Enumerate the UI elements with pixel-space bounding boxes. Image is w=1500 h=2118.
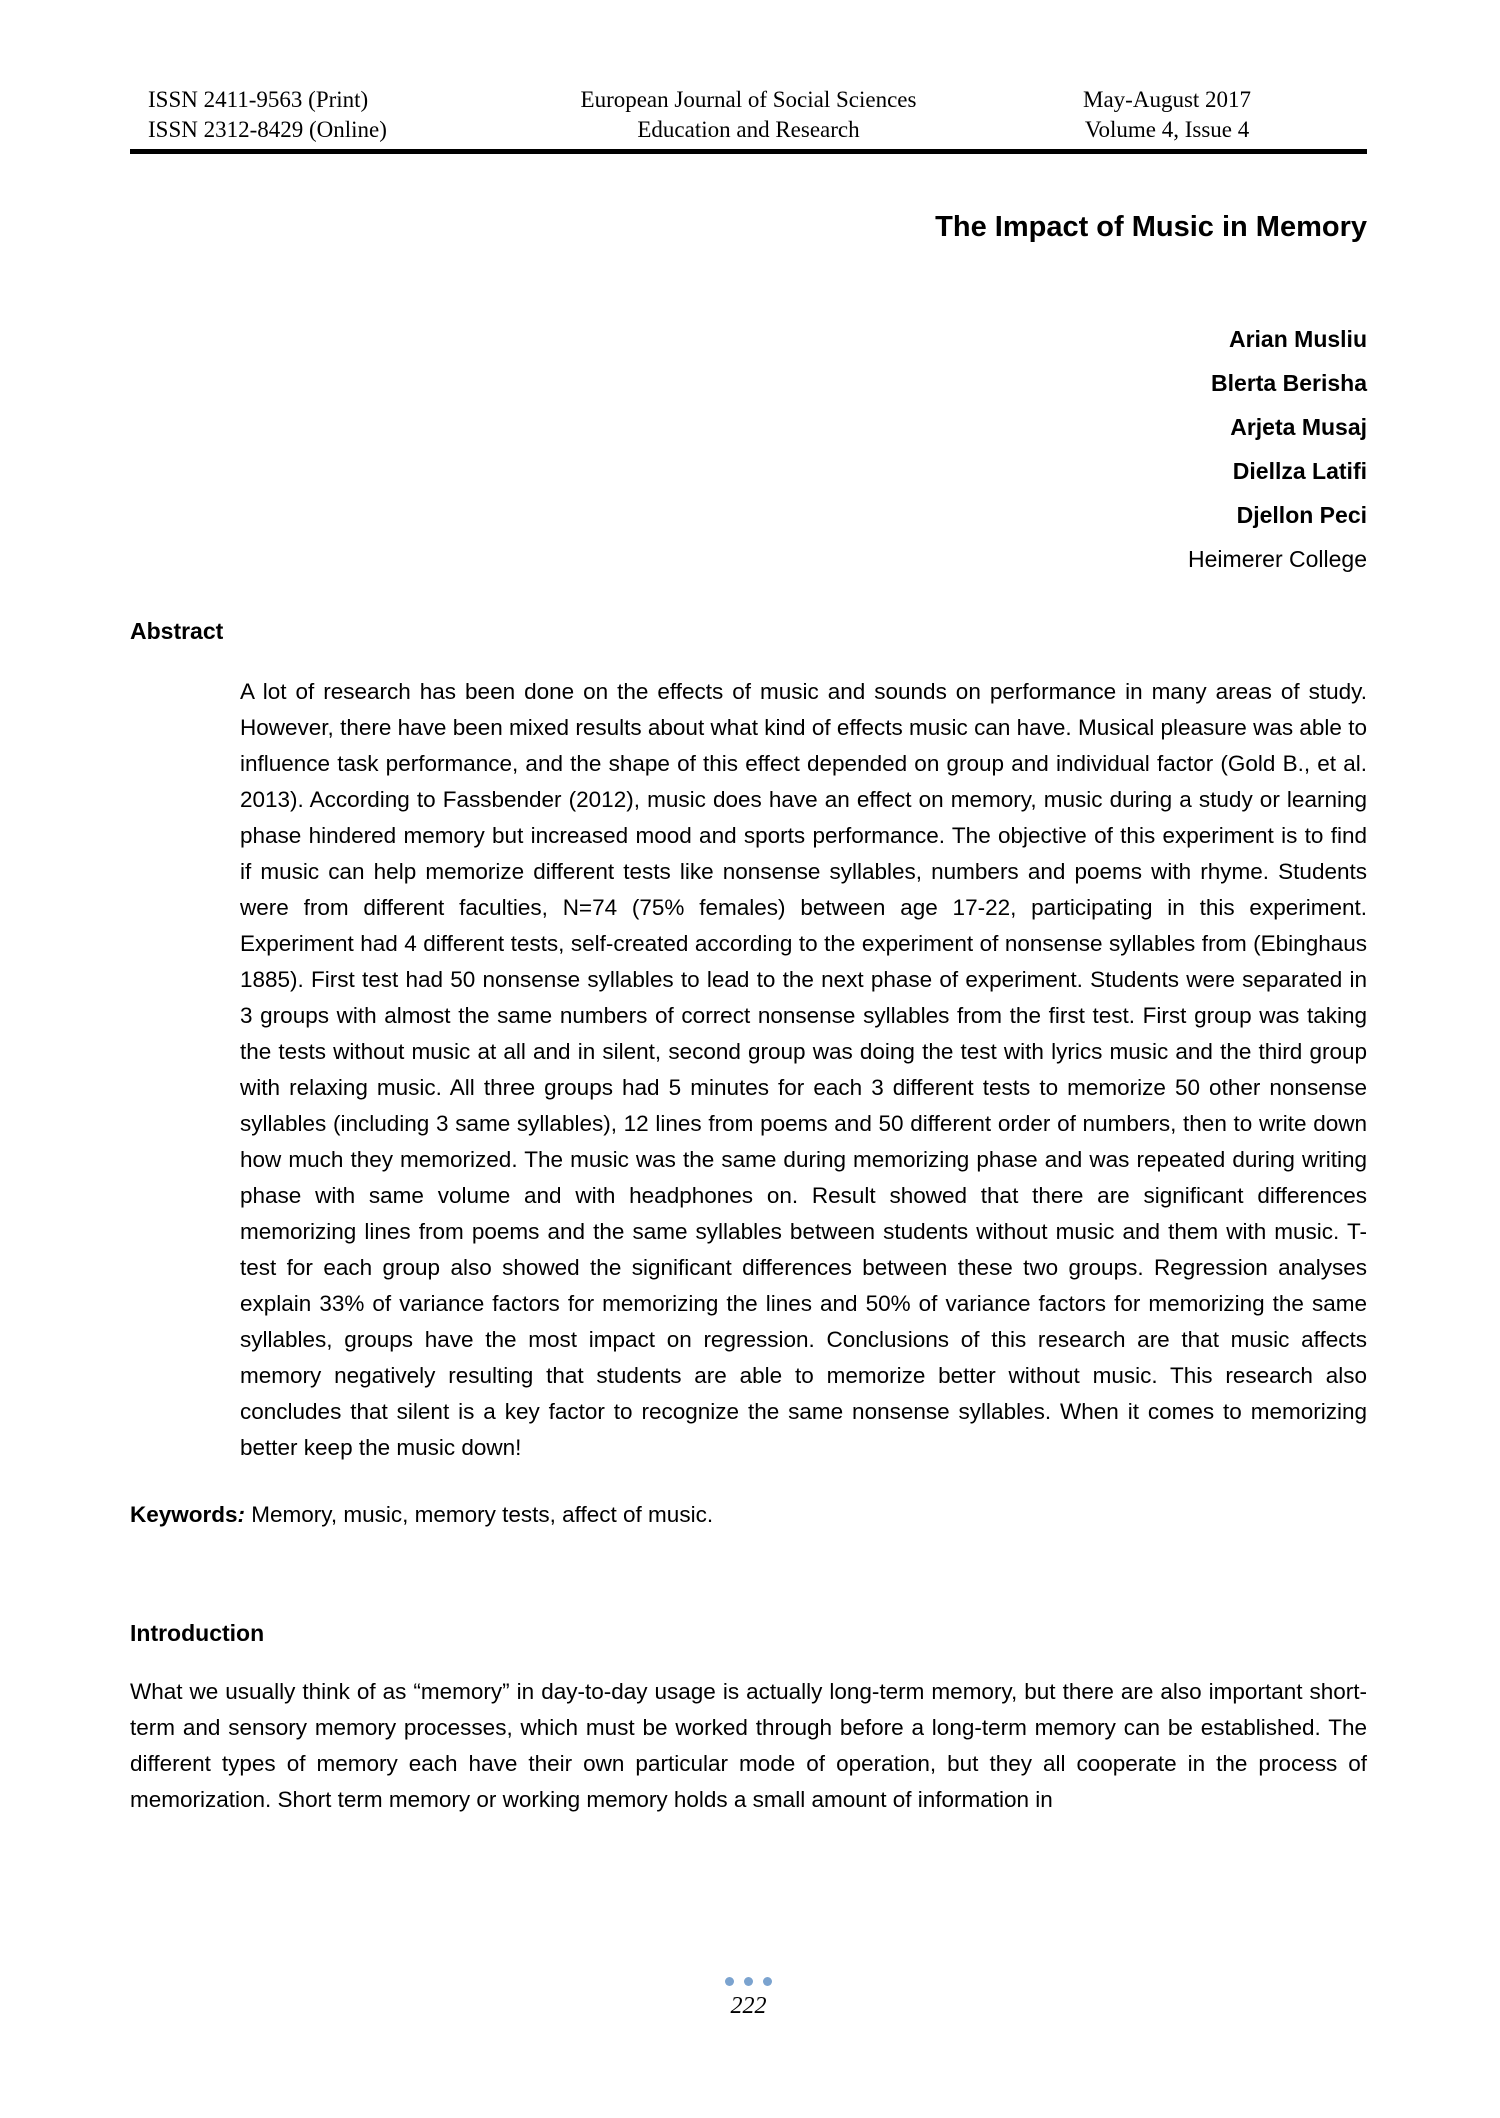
introduction-text: What we usually think of as “memory” in day-to-day usage is actually long-term memory, but there are also important short-term and sensory memory processes, which must be worked through before a long-term memory can be established. The different types of memory each have their own particular mode of operation, but they all cooperate in the process of memorization. Short term memory or working memory holds a small amount of information in — [130, 1679, 1367, 1812]
keywords-line — [130, 1500, 1367, 1530]
keywords-text: Memory, music, memory tests, affect of music. — [245, 1502, 714, 1527]
author-list — [130, 324, 1367, 574]
abstract-text: A lot of research has been done on the effects of music and sounds on performance in many areas of study. However, there have been mixed results about what kind of effects music can have. Musical pleasure was able to influence task performance, and the shape of this effect depended on group and individual factor (Gold B., et al. 2013). According to Fassbender (2012), music does have an effect on memory, music during a study or learning phase hindered memory but increased mood and sports performance. The objective of this experiment is to find if music can help memorize different tests like nonsense syllables, numbers and poems with rhyme. Students were from different faculties, N=74 (75% females) between age 17-22, participating in this experiment. Experiment had 4 different tests, self-created according to the experiment of nonsense syllables from (Ebinghaus 1885). First test had 50 nonsense syllables to lead to the next phase of experiment. Students were separated in 3 groups with almost the same numbers of correct nonsense syllables from the first test. First group was taking the tests without music at all and in silent, second group was doing the test with lyrics music and the third group with relaxing music. All three groups had 5 minutes for each 3 different tests to memorize 50 other nonsense syllables (including 3 same syllables), 12 lines from poems and 50 different order of numbers, then to write down how much they memorized. The music was the same during memorizing phase and was repeated during writing phase with same volume and with headphones on. Result showed that there are significant differences memorizing lines from poems and the same syllables between students without music and them with music. T-test for each group also showed the significant differences between these two groups. Regression analyses explain 33% of variance factors for memorizing the lines and 50% of variance factors for memorizing the same syllables, groups have the most impact on regression. Conclusions of this research are that music affects memory negatively resulting that students are able to memorize better without music. This research also concludes that silent is a key factor to recognize the same nonsense syllables. When it comes to memorizing better keep the music down! — [240, 679, 1367, 1460]
author-affiliation: Heimerer College — [1188, 546, 1367, 572]
header-divider — [130, 149, 1367, 154]
header-issn-block — [148, 85, 512, 145]
page-title: The Impact of Music in Memory — [935, 211, 1367, 243]
dot-icon — [725, 1977, 734, 1986]
author-name: Djellon Peci — [1236, 502, 1367, 528]
journal-name-line1: European Journal of Social Sciences — [580, 87, 917, 112]
keywords-separator: : — [237, 1502, 246, 1527]
author-name: Diellza Latifi — [1232, 458, 1367, 484]
keywords-label: Keywords — [130, 1502, 238, 1527]
header-journal-block — [512, 85, 985, 145]
journal-name-line2: Education and Research — [637, 117, 860, 142]
issn-print: ISSN 2411-9563 (Print) — [148, 87, 369, 112]
page-footer — [130, 1977, 1367, 2020]
header-issue-block — [985, 85, 1349, 145]
author-name: Blerta Berisha — [1211, 370, 1367, 396]
footer-dots-icon — [130, 1977, 1367, 1987]
author-name: Arjeta Musaj — [1230, 414, 1367, 440]
journal-header — [130, 85, 1367, 145]
author-name: Arian Musliu — [1228, 326, 1367, 352]
issue-volume: Volume 4, Issue 4 — [1084, 117, 1250, 142]
dot-icon — [744, 1977, 753, 1986]
abstract-heading: Abstract — [130, 618, 224, 644]
dot-icon — [763, 1977, 772, 1986]
issn-online: ISSN 2312-8429 (Online) — [148, 117, 387, 142]
issue-date: May-August 2017 — [1083, 87, 1252, 112]
introduction-heading: Introduction — [130, 1620, 265, 1646]
page-number: 222 — [730, 1993, 767, 2019]
